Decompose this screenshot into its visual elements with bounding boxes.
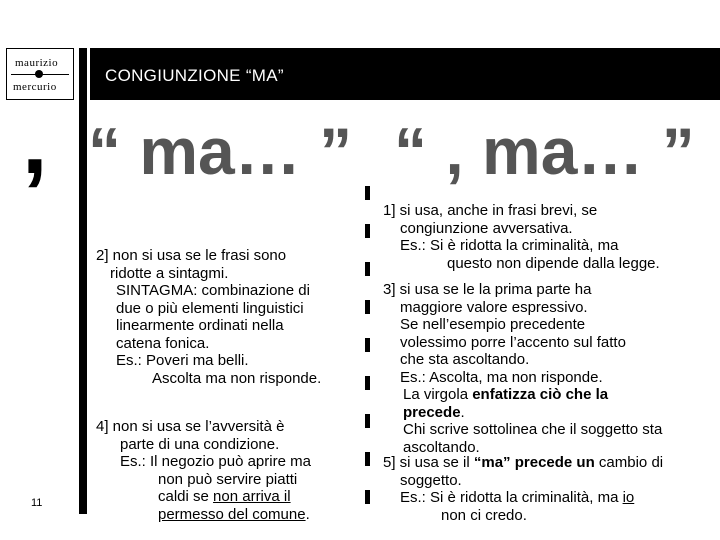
rule-3-line: maggiore valore espressivo.: [400, 298, 588, 316]
rule-5: [383, 454, 663, 524]
rule-5-example: [400, 489, 663, 507]
rule-2-example: Es.: Poveri ma belli.: [116, 352, 249, 369]
rule-5-example: non ci credo.: [441, 506, 527, 524]
divider-dash: [365, 490, 370, 504]
rule-4: [96, 418, 311, 523]
rule-5-text: cambio di: [594, 454, 664, 471]
rule-3-example: Es.: Ascolta, ma non risponde.: [400, 368, 603, 386]
rule-3-bold: enfatizza ciò che la: [472, 386, 609, 403]
divider-dash: [365, 338, 370, 352]
slide-title: CONGIUNZIONE “MA”: [105, 66, 284, 85]
rule-1-line: congiunzione avversativa.: [400, 219, 573, 237]
rule-2-example: Ascolta ma non risponde.: [152, 369, 322, 387]
rule-4-line: 4] non si usa se l’avversità è: [96, 418, 285, 435]
rule-4-underlined: permesso del comune: [158, 505, 306, 523]
heading-comma-ma: “ , ma… ”: [394, 114, 695, 188]
heading-ma: “ ma… ”: [88, 114, 353, 188]
rule-2-line: due o più elementi linguistici: [116, 299, 304, 317]
logo-text-bottom: mercurio: [13, 81, 57, 93]
rule-3-line: 3] si usa se le la prima parte ha: [383, 281, 592, 298]
rule-3-text: .: [460, 403, 465, 421]
rule-2-line: 2] non si usa se le frasi sono: [96, 247, 287, 264]
rule-4-text: caldi se: [158, 488, 214, 505]
divider-dash: [365, 262, 370, 276]
rule-4-text: .: [305, 505, 310, 523]
page-number: 11: [31, 497, 43, 509]
rule-3-line: volessimo porre l’accento sul fatto: [400, 333, 626, 351]
rule-3-line: che sta ascoltando.: [400, 351, 530, 368]
title-bar: [90, 48, 720, 100]
divider-dash: [365, 224, 370, 238]
rule-5-text: 5] si usa se il: [383, 454, 474, 471]
divider-dash: [365, 376, 370, 390]
rule-4-underlined: non arriva il: [213, 488, 291, 505]
rule-4-line: parte di una condizione.: [120, 435, 280, 453]
rule-3-text: La virgola: [403, 386, 473, 403]
rule-3-bold: precede: [403, 403, 461, 421]
rule-5-line: soggetto.: [400, 471, 462, 489]
rule-2-line: linearmente ordinati nella: [116, 317, 284, 334]
rule-3-note: Chi scrive sottolinea che il soggetto sta: [403, 421, 663, 438]
divider-dash: [365, 300, 370, 314]
divider-dash: [365, 452, 370, 466]
rule-1: [383, 202, 660, 272]
rule-3: [383, 281, 662, 456]
rule-2-line: SINTAGMA: combinazione di: [116, 282, 310, 299]
rule-5-underlined: io: [622, 489, 635, 506]
rule-4-example: [158, 488, 311, 506]
rule-4-example: Es.: Il negozio può aprire ma: [120, 453, 311, 470]
logo-dot-icon: [35, 70, 43, 78]
rule-5-bold: “ma” precede un: [473, 454, 595, 471]
rule-3-line: Se nell’esempio precedente: [400, 316, 586, 333]
rule-4-example: non può servire piatti: [158, 470, 298, 488]
divider-dash: [365, 414, 370, 428]
rule-1-example: Es.: Si è ridotta la criminalità, ma: [400, 237, 619, 254]
divider-dash: [365, 186, 370, 200]
rule-2-line: ridotte a sintagmi.: [110, 264, 229, 282]
rule-4-example: [158, 506, 311, 524]
rule-2-line: catena fonica.: [116, 334, 210, 352]
rule-2: [96, 247, 321, 387]
rule-1-example: questo non dipende dalla legge.: [447, 254, 660, 272]
rule-3-note: [403, 404, 662, 422]
rule-5-line: [383, 454, 663, 472]
rule-1-line: 1] si usa, anche in frasi brevi, se: [383, 202, 598, 219]
rule-5-text: Es.: Si è ridotta la criminalità, ma: [400, 489, 623, 506]
rule-3-note: [403, 386, 662, 404]
logo-text-top: maurizio: [15, 57, 59, 69]
left-vertical-bar: [79, 48, 87, 514]
rule-3-note: ascoltando.: [403, 438, 480, 456]
big-comma: ,: [22, 91, 48, 193]
